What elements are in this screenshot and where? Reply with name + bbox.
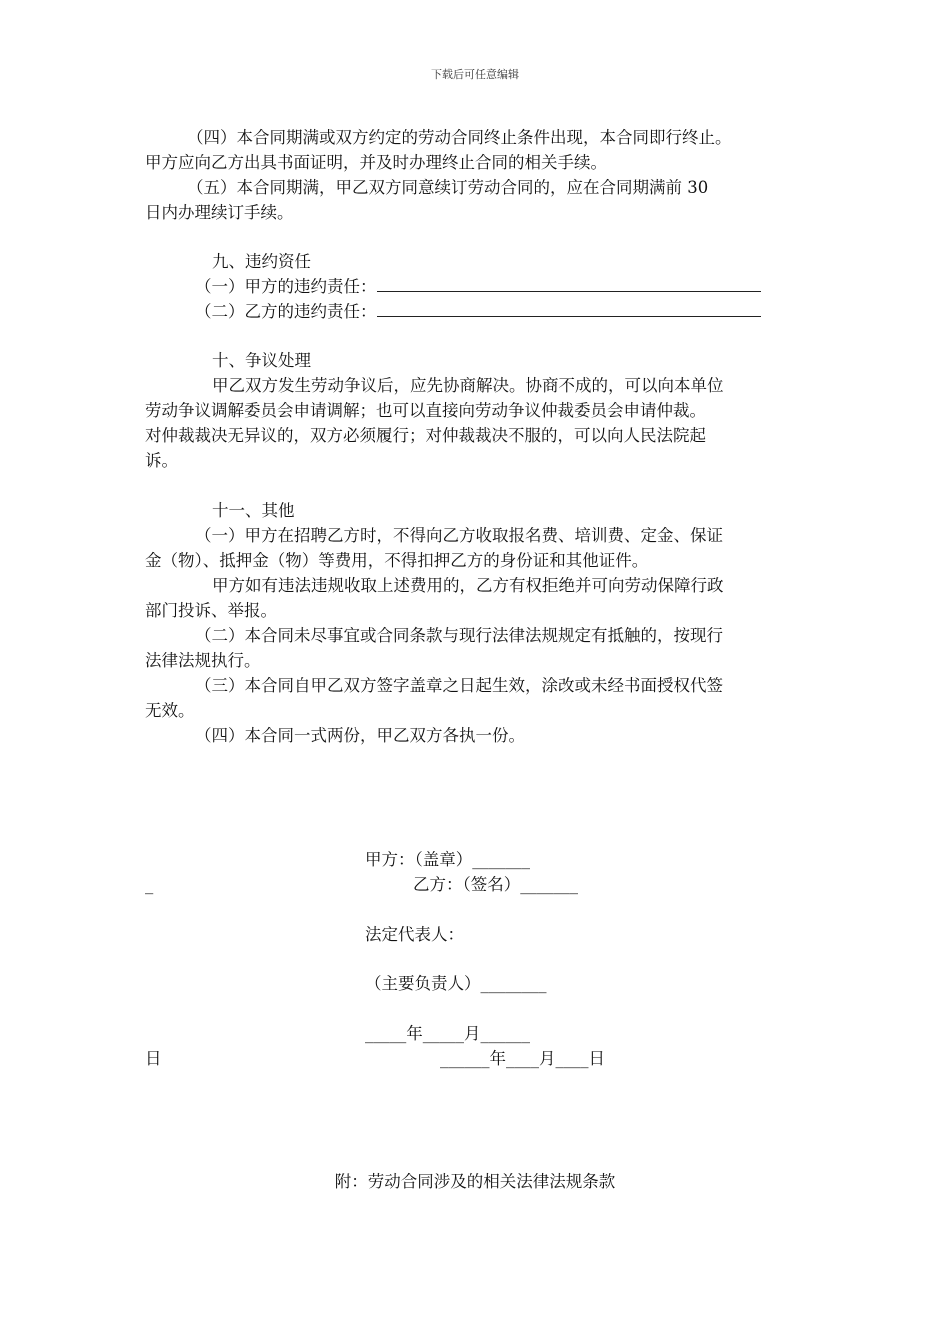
party-a-date: _____年_____月______: [365, 1024, 530, 1043]
appendix-title: 附：劳动合同涉及的相关法律法规条款: [334, 1172, 616, 1191]
clause-11-2-line1: （二）本合同未尽事宜或合同条款与现行法律法规规定有抵触的，按现行: [195, 626, 723, 645]
clause-9-2-label: （二）乙方的违约责任：: [195, 302, 377, 321]
legal-representative: 法定代表人：: [365, 925, 464, 944]
principal-responsible: （主要负责人）________: [365, 974, 547, 993]
clause-9-1: [195, 275, 761, 299]
clause-11-3-line2: 无效。: [145, 701, 195, 720]
clause-11-1-line1: （一）甲方在招聘乙方时，不得向乙方收取报名费、培训费、定金、保证: [195, 526, 723, 545]
section-10-line2: 劳动争议调解委员会申请调解；也可以直接向劳动争议仲裁委员会申请仲裁。: [145, 401, 706, 420]
clause-8-4-line1: （四）本合同期满或双方约定的劳动合同终止条件出现，本合同即行终止。: [187, 128, 732, 147]
section-9-title: 九、违约资任: [212, 252, 311, 271]
clause-11-2-line2: 法律法规执行。: [145, 651, 261, 670]
party-a-seal: 甲方：（盖章）_______: [365, 850, 530, 869]
left-blank-mark: _: [145, 875, 154, 894]
blank-line: [377, 277, 761, 292]
section-11-title: 十一、其他: [212, 501, 295, 520]
clause-11-1-line2: 金（物）、抵押金（物）等费用，不得扣押乙方的身份证和其他证件。: [145, 551, 649, 570]
blank-line: [377, 302, 761, 317]
clause-11-4: （四）本合同一式两份，甲乙双方各执一份。: [195, 726, 525, 745]
section-10-line1: 甲乙双方发生劳动争议后，应先协商解决。协商不成的，可以向本单位: [212, 376, 724, 395]
clause-8-5-line2: 日内办理续订手续。: [145, 203, 294, 222]
day-mark: 日: [145, 1049, 162, 1068]
clause-9-1-label: （一）甲方的违约责任：: [195, 277, 377, 296]
page-header: 下载后可任意编辑: [431, 68, 519, 81]
section-10-title: 十、争议处理: [212, 351, 311, 370]
section-10-line3: 对仲裁裁决无异议的，双方必须履行；对仲裁裁决不服的，可以向人民法院起: [145, 426, 706, 445]
clause-8-5-line1: （五）本合同期满，甲乙双方同意续订劳动合同的，应在合同期满前 30: [187, 178, 709, 197]
clause-8-4-line2: 甲方应向乙方出具书面证明，并及时办理终止合同的相关手续。: [145, 153, 607, 172]
section-10-line4: 诉。: [145, 451, 178, 470]
clause-11-1b-line2: 部门投诉、举报。: [145, 601, 277, 620]
clause-11-1b-line1: 甲方如有违法违规收取上述费用的，乙方有权拒绝并可向劳动保障行政: [212, 576, 724, 595]
clause-9-2: [195, 300, 761, 324]
clause-11-3-line1: （三）本合同自甲乙双方签字盖章之日起生效，涂改或未经书面授权代签: [195, 676, 723, 695]
party-b-signature: 乙方：（签名）_______: [413, 875, 578, 894]
party-b-date: ______年____月____日: [440, 1049, 605, 1068]
